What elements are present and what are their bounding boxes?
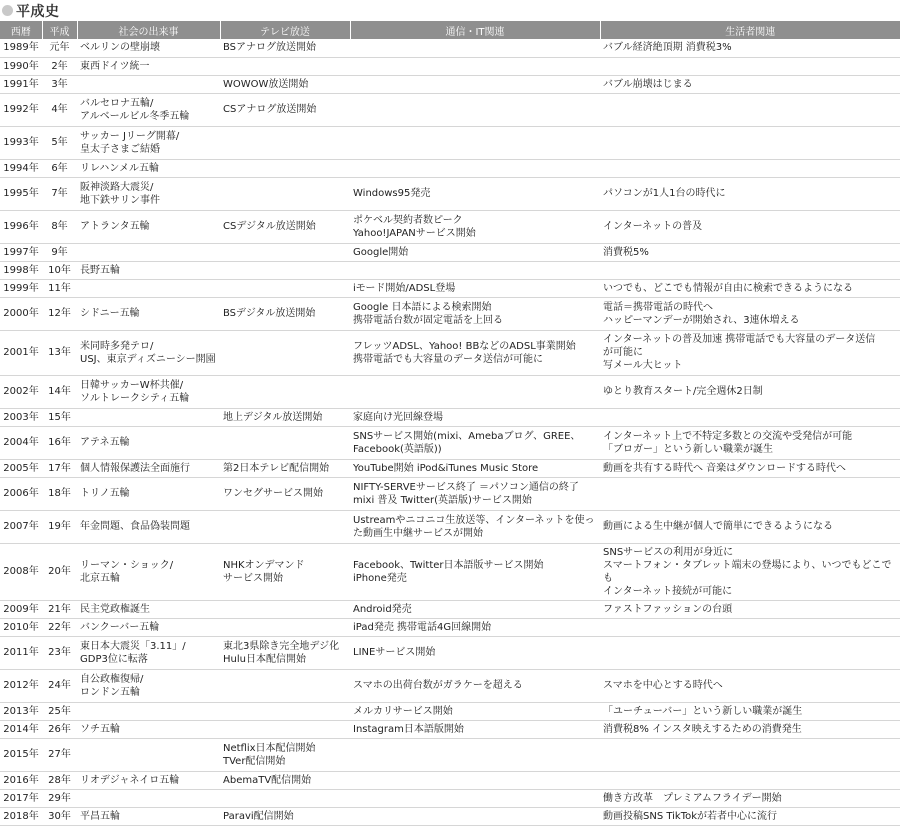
cell-heisei: 15年 xyxy=(42,408,77,426)
cell-social-event xyxy=(77,789,220,807)
table-row xyxy=(0,636,900,669)
cell-heisei: 29年 xyxy=(42,789,77,807)
cell-it-telecom: Android発売 xyxy=(350,600,600,618)
cell-lifestyle: インターネットの普及加速 携帯電話でも大容量のデータ送信 が可能に 写メール大ヒット xyxy=(600,330,900,375)
cell-social-event: 東西ドイツ統一 xyxy=(77,57,220,75)
table-row xyxy=(0,738,900,771)
column-header-life: 生活者関連 xyxy=(600,21,900,39)
cell-tv-broadcast xyxy=(220,330,350,375)
cell-lifestyle: 消費税8% インスタ映えするための消費発生 xyxy=(600,720,900,738)
cell-year: 2002年 xyxy=(0,375,42,408)
cell-it-telecom xyxy=(350,261,600,279)
cell-it-telecom: NIFTY-SERVEサービス終了 ＝パソコン通信の終了 mixi 普及 Twitter(英語版)サービス開始 xyxy=(350,477,600,510)
cell-tv-broadcast xyxy=(220,375,350,408)
cell-it-telecom xyxy=(350,57,600,75)
cell-lifestyle xyxy=(600,261,900,279)
cell-heisei: 11年 xyxy=(42,279,77,297)
cell-it-telecom: Windows95発売 xyxy=(350,177,600,210)
cell-year: 2003年 xyxy=(0,408,42,426)
cell-tv-broadcast xyxy=(220,279,350,297)
cell-tv-broadcast xyxy=(220,126,350,159)
cell-social-event: 長野五輪 xyxy=(77,261,220,279)
table-row xyxy=(0,771,900,789)
table-row xyxy=(0,279,900,297)
cell-lifestyle: 「ユーチューバー」という新しい職業が誕生 xyxy=(600,702,900,720)
cell-year: 1994年 xyxy=(0,159,42,177)
cell-social-event xyxy=(77,243,220,261)
cell-lifestyle xyxy=(600,93,900,126)
cell-heisei: 12年 xyxy=(42,297,77,330)
cell-social-event: リレハンメル五輪 xyxy=(77,159,220,177)
cell-year: 2001年 xyxy=(0,330,42,375)
cell-social-event xyxy=(77,738,220,771)
cell-lifestyle: 動画を共有する時代へ 音楽はダウンロードする時代へ xyxy=(600,459,900,477)
cell-year: 2007年 xyxy=(0,510,42,543)
table-row xyxy=(0,57,900,75)
cell-it-telecom: SNSサービス開始(mixi、Amebaブログ、GREE、 Facebook(英語版)) xyxy=(350,426,600,459)
cell-heisei: 21年 xyxy=(42,600,77,618)
cell-it-telecom: LINEサービス開始 xyxy=(350,636,600,669)
cell-lifestyle xyxy=(600,126,900,159)
table-row xyxy=(0,243,900,261)
cell-it-telecom: Instagram日本語版開始 xyxy=(350,720,600,738)
cell-it-telecom xyxy=(350,75,600,93)
cell-social-event: 平昌五輪 xyxy=(77,807,220,825)
cell-it-telecom: iモード開始/ADSL登場 xyxy=(350,279,600,297)
cell-tv-broadcast: Netflix日本配信開始 TVer配信開始 xyxy=(220,738,350,771)
cell-tv-broadcast: CSアナログ放送開始 xyxy=(220,93,350,126)
cell-heisei: 19年 xyxy=(42,510,77,543)
cell-it-telecom: スマホの出荷台数がガラケーを超える xyxy=(350,669,600,702)
cell-year: 1991年 xyxy=(0,75,42,93)
cell-lifestyle: バブル経済絶頂期 消費税3% xyxy=(600,39,900,57)
cell-social-event xyxy=(77,702,220,720)
cell-heisei: 26年 xyxy=(42,720,77,738)
cell-social-event: 米同時多発テロ/ USJ、東京ディズニーシー開園 xyxy=(77,330,220,375)
cell-it-telecom xyxy=(350,807,600,825)
cell-social-event: 民主党政権誕生 xyxy=(77,600,220,618)
cell-year: 2009年 xyxy=(0,600,42,618)
cell-heisei: 2年 xyxy=(42,57,77,75)
cell-lifestyle xyxy=(600,477,900,510)
cell-year: 1993年 xyxy=(0,126,42,159)
cell-it-telecom xyxy=(350,375,600,408)
cell-lifestyle: スマホを中心とする時代へ xyxy=(600,669,900,702)
cell-heisei: 25年 xyxy=(42,702,77,720)
table-row xyxy=(0,159,900,177)
cell-lifestyle: ファストファッションの台頭 xyxy=(600,600,900,618)
cell-social-event xyxy=(77,408,220,426)
cell-tv-broadcast xyxy=(220,159,350,177)
table-row xyxy=(0,93,900,126)
cell-lifestyle xyxy=(600,738,900,771)
cell-year: 2008年 xyxy=(0,543,42,600)
cell-tv-broadcast xyxy=(220,669,350,702)
cell-heisei: 6年 xyxy=(42,159,77,177)
table-row xyxy=(0,426,900,459)
cell-heisei: 5年 xyxy=(42,126,77,159)
cell-social-event: 個人情報保護法全面施行 xyxy=(77,459,220,477)
cell-tv-broadcast: 東北3県除き完全地デジ化 Hulu日本配信開始 xyxy=(220,636,350,669)
cell-it-telecom xyxy=(350,39,600,57)
heisei-history-table xyxy=(0,21,900,826)
cell-social-event: シドニー五輪 xyxy=(77,297,220,330)
cell-year: 1992年 xyxy=(0,93,42,126)
cell-heisei: 28年 xyxy=(42,771,77,789)
cell-year: 2000年 xyxy=(0,297,42,330)
cell-heisei: 元年 xyxy=(42,39,77,57)
cell-lifestyle xyxy=(600,618,900,636)
cell-social-event xyxy=(77,75,220,93)
cell-year: 1998年 xyxy=(0,261,42,279)
table-row xyxy=(0,330,900,375)
cell-social-event: 年金問題、食品偽装問題 xyxy=(77,510,220,543)
cell-social-event: トリノ五輪 xyxy=(77,477,220,510)
cell-heisei: 16年 xyxy=(42,426,77,459)
table-row xyxy=(0,720,900,738)
cell-year: 1995年 xyxy=(0,177,42,210)
cell-it-telecom: フレッツADSL、Yahoo! BBなどのADSL事業開始 携帯電話でも大容量のデータ送信が可能に xyxy=(350,330,600,375)
table-row xyxy=(0,210,900,243)
cell-lifestyle xyxy=(600,636,900,669)
cell-social-event: アトランタ五輪 xyxy=(77,210,220,243)
cell-tv-broadcast: AbemaTV配信開始 xyxy=(220,771,350,789)
cell-tv-broadcast: BSアナログ放送開始 xyxy=(220,39,350,57)
cell-lifestyle: インターネットの普及 xyxy=(600,210,900,243)
cell-year: 2012年 xyxy=(0,669,42,702)
table-row xyxy=(0,600,900,618)
cell-tv-broadcast xyxy=(220,618,350,636)
cell-heisei: 20年 xyxy=(42,543,77,600)
cell-it-telecom xyxy=(350,159,600,177)
cell-it-telecom: Facebook、Twitter日本語版サービス開始 iPhone発売 xyxy=(350,543,600,600)
cell-tv-broadcast xyxy=(220,261,350,279)
cell-it-telecom xyxy=(350,738,600,771)
cell-year: 1990年 xyxy=(0,57,42,75)
column-header-year: 西暦 xyxy=(0,21,42,39)
column-header-social: 社会の出来事 xyxy=(77,21,220,39)
cell-year: 2013年 xyxy=(0,702,42,720)
cell-heisei: 13年 xyxy=(42,330,77,375)
cell-lifestyle: パソコンが1人1台の時代に xyxy=(600,177,900,210)
table-row xyxy=(0,375,900,408)
cell-lifestyle xyxy=(600,771,900,789)
table-header xyxy=(0,21,900,39)
cell-it-telecom: 家庭向け光回線登場 xyxy=(350,408,600,426)
cell-tv-broadcast: NHKオンデマンド サービス開始 xyxy=(220,543,350,600)
cell-year: 1989年 xyxy=(0,39,42,57)
cell-tv-broadcast xyxy=(220,57,350,75)
cell-lifestyle xyxy=(600,57,900,75)
cell-tv-broadcast xyxy=(220,510,350,543)
cell-year: 2016年 xyxy=(0,771,42,789)
cell-social-event: 東日本大震災「3.11」/ GDP3位に転落 xyxy=(77,636,220,669)
cell-it-telecom: ポケベル契約者数ピーク Yahoo!JAPANサービス開始 xyxy=(350,210,600,243)
cell-lifestyle: いつでも、どこでも情報が自由に検索できるようになる xyxy=(600,279,900,297)
cell-year: 1996年 xyxy=(0,210,42,243)
table-row xyxy=(0,477,900,510)
cell-heisei: 4年 xyxy=(42,93,77,126)
cell-it-telecom: YouTube開始 iPod&iTunes Music Store xyxy=(350,459,600,477)
table-row xyxy=(0,807,900,825)
cell-social-event xyxy=(77,279,220,297)
table-row xyxy=(0,459,900,477)
cell-year: 2011年 xyxy=(0,636,42,669)
cell-social-event: ソチ五輪 xyxy=(77,720,220,738)
cell-tv-broadcast: WOWOW放送開始 xyxy=(220,75,350,93)
cell-it-telecom xyxy=(350,126,600,159)
table-row xyxy=(0,618,900,636)
column-header-heisei: 平成 xyxy=(42,21,77,39)
cell-it-telecom xyxy=(350,789,600,807)
cell-lifestyle: インターネット上で不特定多数との交流や受発信が可能 「ブロガー」という新しい職業が誕生 xyxy=(600,426,900,459)
table-row xyxy=(0,261,900,279)
cell-tv-broadcast: Paravi配信開始 xyxy=(220,807,350,825)
table-row xyxy=(0,126,900,159)
cell-it-telecom: Google開始 xyxy=(350,243,600,261)
cell-lifestyle: 消費税5% xyxy=(600,243,900,261)
cell-tv-broadcast: 地上デジタル放送開始 xyxy=(220,408,350,426)
cell-tv-broadcast: BSデジタル放送開始 xyxy=(220,297,350,330)
cell-year: 1997年 xyxy=(0,243,42,261)
cell-heisei: 23年 xyxy=(42,636,77,669)
page-header xyxy=(0,0,900,21)
cell-year: 2014年 xyxy=(0,720,42,738)
cell-it-telecom: メルカリサービス開始 xyxy=(350,702,600,720)
cell-social-event: リオデジャネイロ五輪 xyxy=(77,771,220,789)
cell-heisei: 22年 xyxy=(42,618,77,636)
cell-heisei: 7年 xyxy=(42,177,77,210)
cell-tv-broadcast xyxy=(220,789,350,807)
cell-lifestyle: 働き方改革 プレミアムフライデー開始 xyxy=(600,789,900,807)
cell-tv-broadcast xyxy=(220,177,350,210)
cell-it-telecom: Ustreamやニコニコ生放送等、インターネットを使った動画生中継サービスが開始 xyxy=(350,510,600,543)
cell-heisei: 10年 xyxy=(42,261,77,279)
cell-tv-broadcast xyxy=(220,702,350,720)
cell-social-event: バンクーバー五輪 xyxy=(77,618,220,636)
cell-social-event: リーマン・ショック/ 北京五輪 xyxy=(77,543,220,600)
cell-heisei: 24年 xyxy=(42,669,77,702)
table-row xyxy=(0,669,900,702)
page-title: 平成史 xyxy=(16,3,60,20)
table-row xyxy=(0,297,900,330)
cell-lifestyle: SNSサービスの利用が身近に スマートフォン・タブレット端末の登場により、いつでもどこでも インターネット接続が可能に xyxy=(600,543,900,600)
cell-heisei: 18年 xyxy=(42,477,77,510)
cell-social-event: アテネ五輪 xyxy=(77,426,220,459)
cell-social-event: サッカー Jリーグ開幕/ 皇太子さまご結婚 xyxy=(77,126,220,159)
cell-lifestyle: バブル崩壊はじまる xyxy=(600,75,900,93)
column-header-tv: テレビ放送 xyxy=(220,21,350,39)
cell-social-event: 日韓サッカーW杯共催/ ソルトレークシティ五輪 xyxy=(77,375,220,408)
cell-lifestyle xyxy=(600,159,900,177)
cell-heisei: 3年 xyxy=(42,75,77,93)
cell-social-event: バルセロナ五輪/ アルベールビル冬季五輪 xyxy=(77,93,220,126)
cell-year: 1999年 xyxy=(0,279,42,297)
cell-it-telecom xyxy=(350,771,600,789)
table-row xyxy=(0,510,900,543)
cell-heisei: 27年 xyxy=(42,738,77,771)
cell-tv-broadcast xyxy=(220,243,350,261)
column-header-it: 通信・IT関連 xyxy=(350,21,600,39)
cell-tv-broadcast xyxy=(220,600,350,618)
cell-social-event: 阪神淡路大震災/ 地下鉄サリン事件 xyxy=(77,177,220,210)
table-row xyxy=(0,408,900,426)
cell-heisei: 17年 xyxy=(42,459,77,477)
table-row xyxy=(0,702,900,720)
cell-year: 2006年 xyxy=(0,477,42,510)
cell-tv-broadcast: 第2日本テレビ配信開始 xyxy=(220,459,350,477)
cell-year: 2015年 xyxy=(0,738,42,771)
cell-tv-broadcast xyxy=(220,720,350,738)
cell-year: 2017年 xyxy=(0,789,42,807)
table-row xyxy=(0,543,900,600)
cell-year: 2004年 xyxy=(0,426,42,459)
cell-it-telecom: iPad発売 携帯電話4G回線開始 xyxy=(350,618,600,636)
table-row xyxy=(0,789,900,807)
cell-lifestyle xyxy=(600,408,900,426)
table-body xyxy=(0,39,900,825)
table-row xyxy=(0,177,900,210)
cell-social-event: 自公政権復帰/ ロンドン五輪 xyxy=(77,669,220,702)
bullet-dot-icon xyxy=(2,5,13,16)
cell-heisei: 8年 xyxy=(42,210,77,243)
cell-heisei: 30年 xyxy=(42,807,77,825)
cell-year: 2010年 xyxy=(0,618,42,636)
cell-tv-broadcast xyxy=(220,426,350,459)
cell-year: 2005年 xyxy=(0,459,42,477)
cell-lifestyle: 動画による生中継が個人で簡単にできるようになる xyxy=(600,510,900,543)
table-row xyxy=(0,75,900,93)
cell-lifestyle: 動画投稿SNS TikTokが若者中心に流行 xyxy=(600,807,900,825)
cell-heisei: 14年 xyxy=(42,375,77,408)
cell-lifestyle: ゆとり教育スタート/完全週休2日制 xyxy=(600,375,900,408)
table-row xyxy=(0,39,900,57)
cell-social-event: ベルリンの壁崩壊 xyxy=(77,39,220,57)
cell-it-telecom xyxy=(350,93,600,126)
cell-year: 2018年 xyxy=(0,807,42,825)
cell-tv-broadcast: ワンセグサービス開始 xyxy=(220,477,350,510)
cell-tv-broadcast: CSデジタル放送開始 xyxy=(220,210,350,243)
cell-it-telecom: Google 日本語による検索開始 携帯電話台数が固定電話を上回る xyxy=(350,297,600,330)
cell-heisei: 9年 xyxy=(42,243,77,261)
cell-lifestyle: 電話＝携帯電話の時代へ ハッピーマンデーが開始され、3連休増える xyxy=(600,297,900,330)
